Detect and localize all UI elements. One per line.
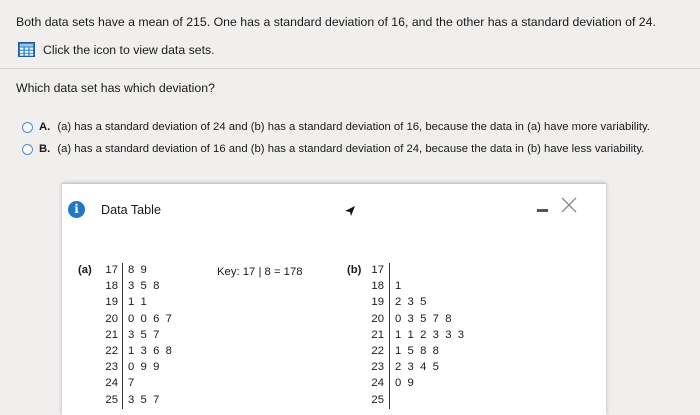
data-table-dialog [62,183,606,415]
stem-value: 23 [371,361,384,374]
leaf-values: 3 5 8 [128,280,160,293]
stem-value: 20 [105,312,118,325]
leaf-values: 1 3 6 8 [128,345,172,357]
dialog-header[interactable] [62,184,606,232]
stem-value: 19 [371,296,384,309]
option-a[interactable] [22,121,650,133]
stem-value: 21 [371,328,384,341]
radio-button-b[interactable] [22,144,33,155]
leaf-values: 0 0 6 7 [128,312,172,325]
view-data-row [18,42,215,57]
stem-value: 17 [105,264,118,276]
leaf-values: 3 5 7 [128,393,160,406]
stem-value: 18 [105,280,118,293]
leaf-values: 2 3 4 5 [395,361,439,374]
stem-divider-line [389,263,390,409]
option-b-text[interactable]: (a) has a standard deviation of 16 and (b) has a standard deviation of 24, because the data in (b) have less variability. [57,143,645,155]
leaf-values: 1 5 8 8 [395,345,439,357]
leaf-values: 0 3 5 7 8 [395,312,452,325]
stem-value: 22 [105,345,118,357]
stem-value: 20 [371,312,384,325]
dialog-title: Data Table [101,203,161,217]
leaf-values: 1 1 2 3 3 3 [395,328,465,341]
key-legend: Key: 17 | 8 = 178 [217,266,303,278]
question-prompt: Which data set has which deviation? [16,81,215,95]
stem-value: 19 [105,296,118,309]
table-label: (a) [78,264,92,276]
data-table-icon[interactable] [18,42,35,57]
stem-value: 24 [371,377,384,390]
leaf-values: 7 [128,377,135,390]
radio-button-a[interactable] [22,122,33,133]
stem-value: 21 [105,328,118,341]
stem-divider-line [122,263,123,409]
close-icon[interactable] [560,196,578,214]
minimize-button[interactable] [537,209,548,212]
stem-value: 18 [371,280,384,293]
stem-value: 25 [105,393,118,406]
info-icon: i [68,201,85,218]
option-a-text[interactable]: (a) has a standard deviation of 24 and (b) has a standard deviation of 16, because the data in (a) have more variability. [57,121,650,133]
question-statement: Both data sets have a mean of 215. One has a standard deviation of 16, and the other has a standard deviation of 24. [16,15,656,29]
leaf-values: 8 9 [128,264,147,276]
divider [0,68,700,69]
leaf-values: 3 5 7 [128,328,160,341]
option-b-letter: B. [39,143,51,155]
leaf-values: 1 [395,280,402,293]
table-label: (b) [347,264,362,276]
stem-value: 25 [371,393,384,406]
leaf-values: 0 9 [395,377,414,390]
leaf-values: 1 1 [128,296,147,309]
stem-value: 24 [105,377,118,390]
option-a-letter: A. [39,121,51,133]
view-data-link[interactable]: Click the icon to view data sets. [43,42,215,57]
stem-value: 23 [105,361,118,374]
leaf-values: 2 3 5 [395,296,427,309]
stem-value: 17 [371,264,384,276]
option-b[interactable] [22,143,644,155]
mouse-cursor-icon [344,204,356,222]
stem-value: 22 [371,345,384,357]
leaf-values: 0 9 9 [128,361,160,374]
